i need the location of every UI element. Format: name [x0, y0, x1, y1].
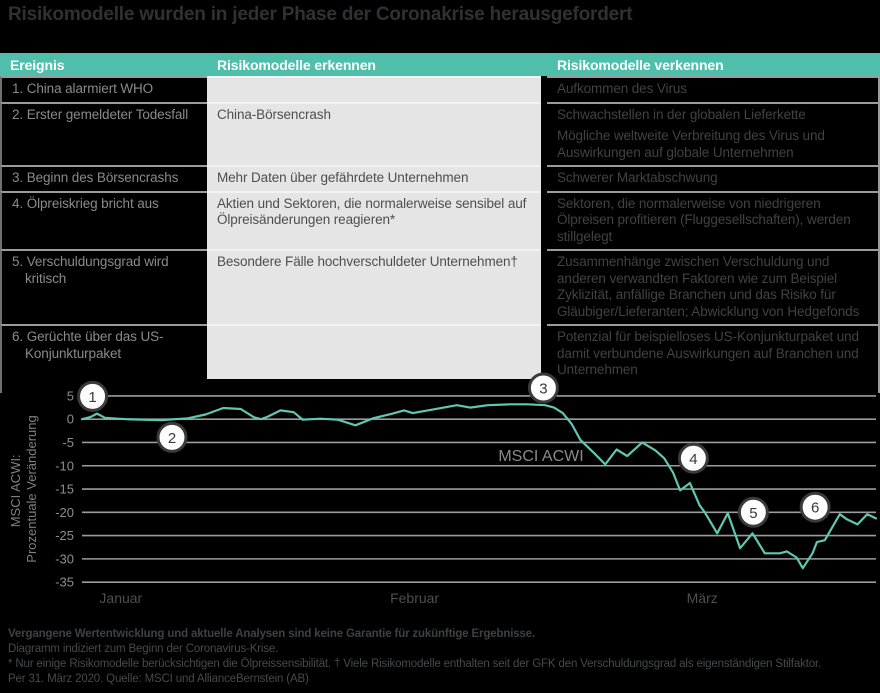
x-axis-month-labels [99, 590, 717, 606]
table-row [0, 102, 880, 166]
y-axis-title: MSCI ACWI: Prozentuale Veränderung [8, 415, 39, 563]
event-markers [79, 374, 830, 526]
x-month-label: Februar [390, 590, 440, 606]
y-tick-label: -20 [55, 504, 74, 520]
misjudge-text: Zusammenhänge zwischen Verschuldung und anderen verwandten Faktoren wie zum Beispiel Zyklizität, anfällige Branchen und das Risiko für Gläubiger/Lieferanten; Abwicklung von Hedgefonds [557, 254, 860, 319]
event-label: 1. China alarmiert WHO [12, 81, 154, 96]
recognize-cell [207, 249, 541, 324]
recognize-cell [207, 76, 541, 102]
event-marker [739, 498, 767, 526]
footnote-source: Per 31. März 2020. Quelle: MSCI und AllianceBernstein (AB) [8, 673, 309, 685]
event-cell [0, 165, 207, 191]
event-cell [0, 102, 207, 166]
header-risikomodelle-erkennen: Risikomodelle erkennen [217, 56, 376, 73]
event-cell [0, 191, 207, 250]
event-label: 6. Gerüchte über das US-Konjunkturpaket [12, 329, 164, 361]
y-tick-label: -5 [62, 434, 74, 450]
event-marker-number: 6 [810, 499, 820, 517]
series-label: MSCI ACWI [498, 448, 584, 465]
recognize-text: Besondere Fälle hochverschuldeter Unternehmen† [217, 254, 518, 269]
event-label: 2. Erster gemeldeter Todesfall [12, 106, 189, 122]
misjudge-cell [547, 191, 880, 250]
table-header-row [0, 53, 880, 76]
event-marker [79, 382, 107, 410]
misjudge-text: Sektoren, die normalerweise von niedrigeren Ölpreisen profitieren (Fluggesellschaften), werden stillgelegt [557, 195, 851, 244]
event-cell [0, 76, 207, 102]
event-marker [801, 493, 829, 521]
recognize-cell [207, 102, 541, 166]
risk-table [0, 53, 880, 393]
event-cell [0, 249, 207, 324]
event-marker-number: 1 [88, 388, 97, 406]
misjudge-cell [547, 102, 880, 166]
y-tick-label: 0 [66, 411, 74, 427]
header-risikomodelle-verkennen: Risikomodelle verkennen [557, 56, 724, 73]
misjudge-text: Schwachstellen in der globalen Lieferkette [557, 106, 806, 122]
msci-acwi-line [82, 404, 876, 568]
footnote-disclaimer: Vergangene Wertentwicklung und aktuelle Analysen sind keine Garantie für zukünftige Ergebnisse. [8, 628, 536, 640]
event-label: 4. Ölpreiskrieg bricht aus [12, 195, 159, 211]
event-marker [158, 423, 186, 451]
table-row [0, 76, 880, 102]
y-tick-label: -30 [55, 551, 74, 567]
event-marker [529, 374, 557, 402]
y-tick-label: -15 [55, 481, 74, 497]
recognize-cell [207, 165, 541, 191]
event-marker-number: 5 [749, 504, 758, 522]
y-tick-label: 5 [66, 388, 74, 404]
footnote-symbols: * Nur einige Risikomodelle berücksichtigen die Ölpreissensibilität. † Viele Risikomodelle enthalten seit der GFK den Verschuldungsgrad als eigenständigen Stilfaktor. [8, 658, 822, 670]
msci-acwi-line-chart [0, 370, 880, 620]
footnote-indexed: Diagramm indiziert zum Beginn der Coronavirus-Krise. [8, 643, 279, 655]
event-label: 3. Beginn des Börsencrashs [12, 170, 179, 185]
misjudge-cell [547, 249, 880, 324]
event-marker [679, 444, 707, 472]
y-tick-label: -10 [55, 458, 74, 474]
misjudge-text: Aufkommen des Virus [557, 81, 687, 96]
recognize-cell [207, 191, 541, 250]
table-row [0, 165, 880, 191]
event-marker-number: 3 [539, 380, 548, 398]
y-tick-label: -25 [55, 528, 74, 544]
event-marker-number: 2 [167, 429, 177, 447]
misjudge-cell [547, 165, 880, 191]
y-axis-tick-labels [55, 388, 74, 589]
recognize-text: Aktien und Sektoren, die normalerweise sensibel auf Ölpreisänderungen reagieren* [217, 195, 527, 227]
header-ereignis: Ereignis [10, 56, 65, 73]
misjudge-text: Schwerer Marktabschwung [557, 170, 718, 185]
recognize-text: Mehr Daten über gefährdete Unternehmen [217, 170, 469, 185]
table-body [0, 76, 880, 393]
recognize-text: China-Börsencrash [217, 106, 331, 122]
misjudge-text: Mögliche weltweite Verbreitung des Virus und Auswirkungen auf globale Unternehmen [557, 128, 825, 160]
misjudge-cell [547, 76, 880, 102]
page-title: Risikomodelle wurden in jeder Phase der Coronakrise herausgefordert [8, 4, 633, 25]
event-label: 5. Verschuldungsgrad wird kritisch [12, 254, 169, 286]
x-month-label: Januar [99, 590, 143, 606]
event-marker-number: 4 [689, 450, 698, 468]
table-row [0, 249, 880, 324]
gridlines [82, 396, 876, 582]
footnotes [8, 627, 880, 687]
misjudge-text: Potenzial für beispielloses US-Konjunkturpaket und damit verbundene Auswirkungen auf Branchen und Unternehmen [557, 329, 859, 377]
x-month-label: März [686, 590, 718, 606]
table-row [0, 191, 880, 250]
y-tick-label: -35 [55, 574, 74, 590]
